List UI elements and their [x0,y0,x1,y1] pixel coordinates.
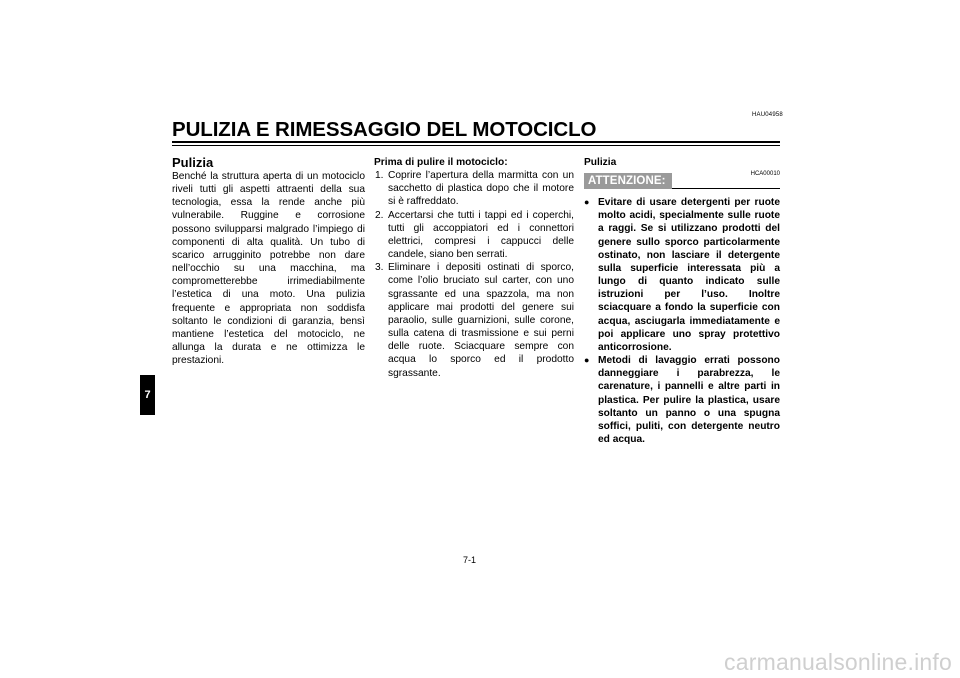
document-code: HAU04958 [752,112,783,118]
step-text: Coprire l’apertura della marmitta con un sacchetto di plastica dopo che il motore si è raffreddato. [388,170,574,208]
step-text: Eliminare i depositi ostinati di sporco, come l’olio bruciato sul carter, con uno sgrassante ed una spazzola, ma non applicare mai prodotti del genere sui paraolio, sulle guarnizioni, sulle corone, sulla catena di trasmissione e sui perni delle ruote. Sciacquare sempre con acqua lo sporco ed il prodotto sgrassante. [388,262,574,379]
warning-list [584,196,780,446]
attention-code: HCA00010 [750,171,780,178]
bullet-icon: ● [584,355,590,366]
preparation-heading: Prima di pulire il motociclo: [374,157,508,168]
page-title: PULIZIA E RIMESSAGGIO DEL MOTOCICLO [172,118,597,141]
section-heading: Pulizia [172,155,214,170]
list-item [584,196,780,354]
intro-paragraph: Benché la struttura aperta di un motociclo riveli tutti gli aspetti attraenti della sua tecnologia, essa la rende anche più vulnerabile. Ruggine e corrosione possono svilupparsi malgrado l’impiego di componenti di alta qualità. Un tubo di scarico arrugginito potrebbe non dare nell’occhio su una macchina, ma comprometterebbe irrimediabilmente l’estetica di una moto. Una pulizia frequente e appropriata non soddisfa soltanto le condizioni di garanzia, bensì mantiene l’estetica del motociclo, ne allunga la durata e ne ottimizza le prestazioni. [172,171,365,367]
list-item [584,354,780,446]
step-number: 2. [375,209,384,221]
chapter-tab: 7 [140,375,155,415]
list-item [374,261,574,379]
attention-label: ATTENZIONE: [584,173,672,189]
step-text: Accertarsi che tutti i tappi ed i coperchi, tutti gli accoppiatori ed i connettori elettrici, compresi i cappucci delle candele, siano ben serrati. [388,209,574,261]
title-rule [172,141,780,143]
column-cleaning [584,156,780,446]
cleaning-heading: Pulizia [584,157,617,168]
watermark: carmanualsonline.info [724,649,952,675]
page-number: 7-1 [463,555,477,565]
column-preparation [374,156,574,380]
list-item [374,169,574,208]
column-intro [172,156,365,367]
warning-text: Metodi di lavaggio errati possono danneggiare i parabrezza, le carenature, i pannelli e altre parti in plastica. Per pulire la plastica, usare soltanto un panno o una spugna soffici, puliti, con detergente neutro ed acqua. [598,355,780,445]
list-item [374,209,574,262]
warning-text: Evitare di usare detergenti per ruote molto acidi, specialmente sulle ruote a raggi. Se si utilizzano prodotti del genere sullo sporco particolarmente ostinato, non lasciare il detergente sulla superficie interessata più a lungo di quanto indicato sulle istruzioni per l’uso. Inoltre sciacquare a fondo la superficie con acqua, asciugarla immediatamente e poi applicare uno spray protettivo anticorrosione. [598,197,780,353]
attention-header [584,173,780,196]
title-rule-thin [172,145,780,146]
preparation-steps [374,169,574,380]
step-number: 3. [375,262,384,274]
attention-rule [672,188,780,189]
bullet-icon: ● [584,197,590,208]
step-number: 1. [375,170,384,182]
